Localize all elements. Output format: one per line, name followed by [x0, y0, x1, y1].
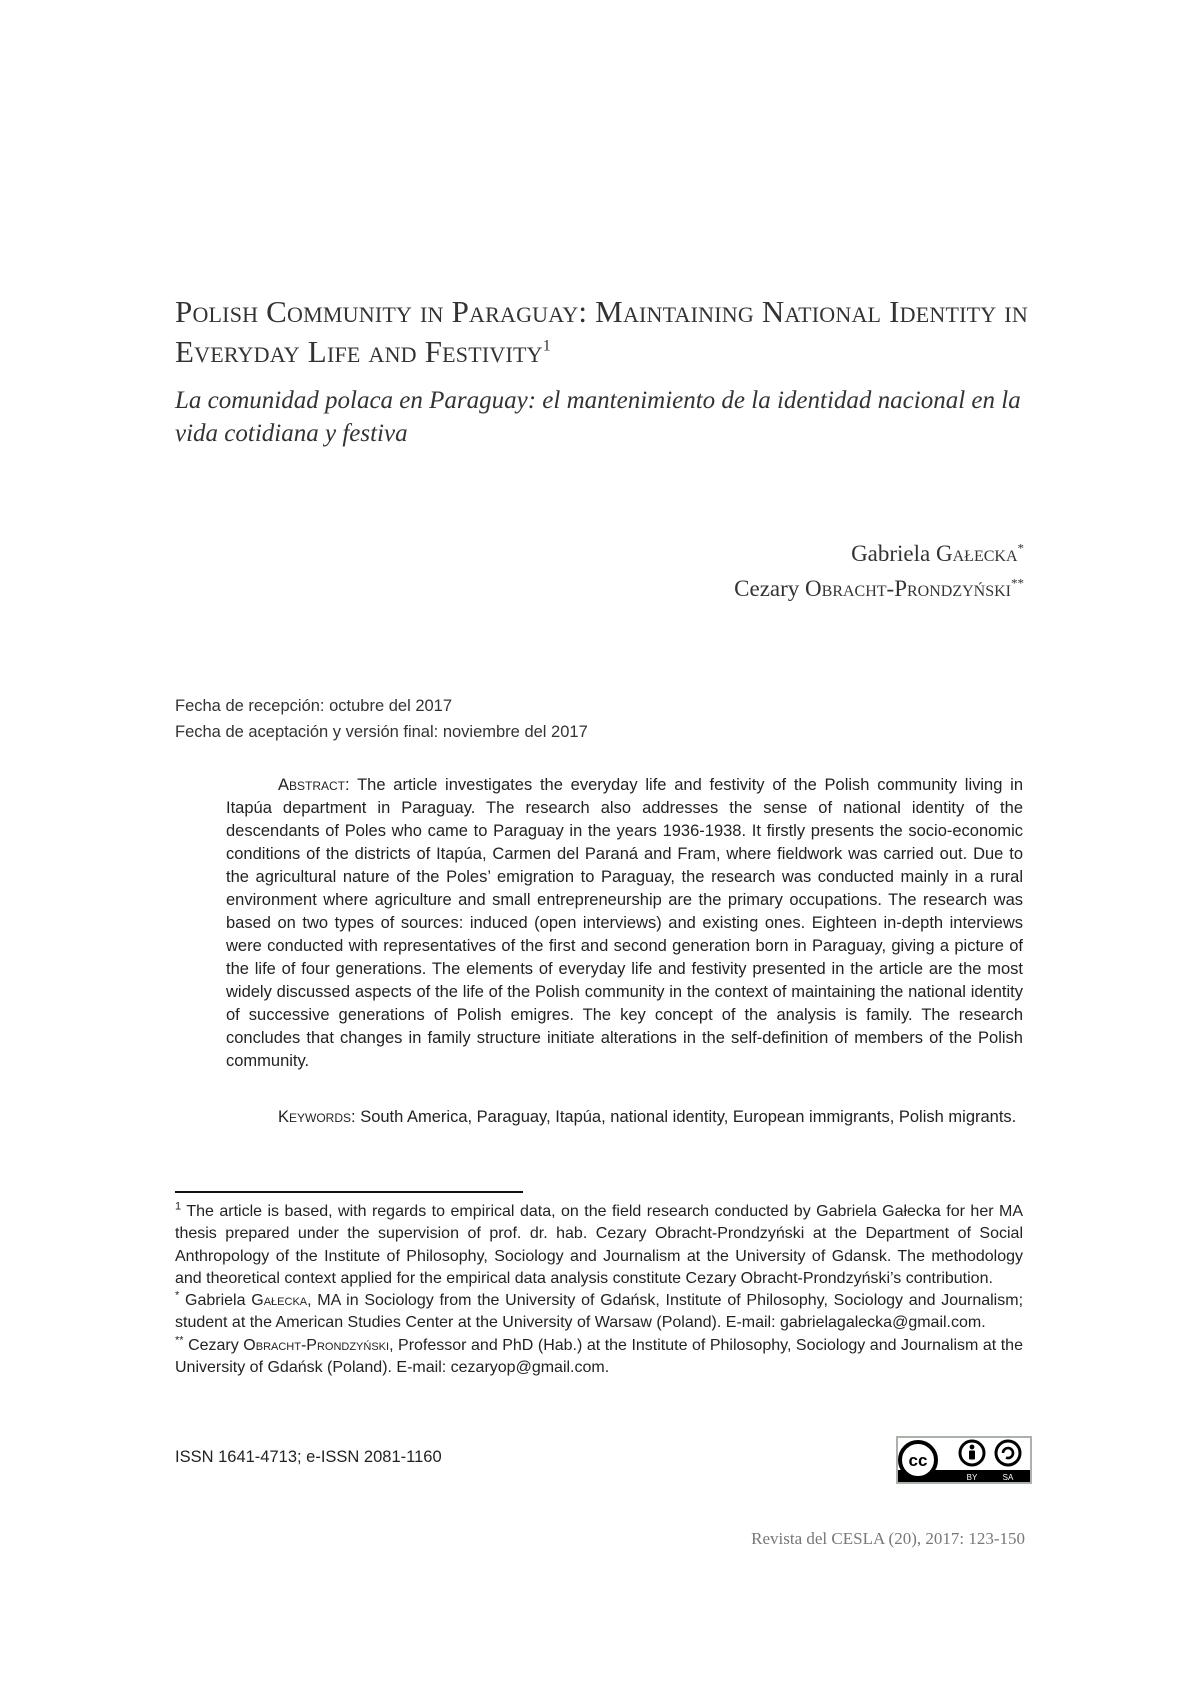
- author-footnote-mark: **: [1011, 575, 1024, 591]
- by-icon-head: [970, 1445, 975, 1450]
- footnote-1: [175, 1201, 1023, 1290]
- title-footnote-mark: 1: [542, 337, 551, 355]
- footnote-text: , Professor and PhD (Hab.) at the Institute of Philosophy, Sociology and Journalism at the University of Gdańsk (Poland). E-mail: cezaryop@gmail.com.: [175, 1336, 1023, 1377]
- footnote-author-first: Gabriela: [185, 1292, 246, 1310]
- footnote-author-last: Obracht-Prondzyński: [243, 1336, 390, 1354]
- issn: ISSN 1641-4713; e-ISSN 2081-1160: [175, 1448, 442, 1466]
- footnote-mark: *: [175, 1289, 180, 1302]
- footnote-mark: **: [175, 1334, 184, 1347]
- author-2: [734, 571, 1024, 606]
- author-first-name: Cezary: [734, 576, 800, 601]
- footnote-text: The article is based, with regards to empirical data, on the field research conducted by Gabriela Gałecka for her MA thesis prepared under the supervision of prof. dr. hab. Cezary Obracht-Prondzyński at the Department of Social Anthropology of the Institute of Philosophy, Sociology and Journalism at the University of Gdansk. The methodology and theoretical context applied for the empirical data analysis constitute Cezary Obracht-Prondzyński’s contribution.: [175, 1203, 1024, 1287]
- footnote-mark: 1: [175, 1200, 182, 1213]
- article-subtitle: La comunidad polaca en Paraguay: el mantenimiento de la identidad nacional en la vida cotidiana y festiva: [175, 387, 1021, 447]
- cc-icon-label: cc: [908, 1451, 928, 1470]
- by-label: BY: [966, 1473, 978, 1482]
- footnote-author-last: Gałecka: [251, 1292, 308, 1310]
- author-1: [734, 536, 1024, 571]
- footnotes: [175, 1201, 1023, 1379]
- author-footnote-mark: *: [1017, 540, 1024, 556]
- author-first-name: Gabriela: [851, 541, 931, 566]
- abstract: [226, 774, 1023, 1073]
- footnote-author-first: Cezary: [188, 1336, 239, 1354]
- submission-dates: [175, 693, 875, 745]
- keywords: [226, 1106, 1023, 1129]
- abstract-text: The article investigates the everyday life and festivity of the Polish community living in Itapúa department in Paraguay. The research also addresses the sense of national identity of the descendants of Poles who came to Paraguay in the years 1936-1938. It firstly presents the socio-economic conditions of the districts of Itapúa, Carmen del Paraná and Fram, where fieldwork was carried out. Due to the agricultural nature of the Poles’ emigration to Paraguay, the research was conducted mainly in a rural environment where agriculture and small entrepreneurship are the primary occupations. The research was based on two types of sources: induced (open interviews) and existing ones. Eighteen in-depth interviews were conducted with representatives of the first and second generation born in Paraguay, giving a picture of the life of four generations. The elements of everyday life and festivity presented in the article are the most widely discussed aspects of the life of the Polish community in the context of maintaining the national identity of successive generations of Polish emigres. The key concept of the analysis is family. The research concludes that changes in family structure initiate alterations in the self-definition of members of the Polish community.: [226, 776, 1024, 1070]
- sa-share-alike-icon: [996, 1441, 1020, 1465]
- author-list: [734, 536, 1024, 606]
- author-last-name: Gałecka: [936, 541, 1018, 566]
- abstract-label: Abstract:: [278, 776, 350, 794]
- article-title: [175, 292, 1035, 372]
- author-last-name: Obracht-Prondzyński: [805, 576, 1011, 601]
- footnote-author-2: [175, 1335, 1023, 1380]
- footnote-text: , MA in Sociology from the University of Gdańsk, Institute of Philosophy, Sociology and Journalism; student at the American Studies Center at the University of Warsaw (Poland). E-mail: gabrielagalecka@gmail.com.: [175, 1292, 1024, 1332]
- accepted-date: Fecha de aceptación y versión final: noviembre del 2017: [175, 723, 588, 741]
- keywords-label: Keywords:: [278, 1108, 356, 1126]
- journal-citation: Revista del CESLA (20), 2017: 123-150: [751, 1529, 1025, 1548]
- received-date: Fecha de recepción: octubre del 2017: [175, 697, 453, 715]
- by-icon-body: [969, 1451, 975, 1460]
- keywords-text: South America, Paraguay, Itapúa, national identity, European immigrants, Polish migrants.: [360, 1108, 1017, 1126]
- sa-label: SA: [1002, 1473, 1014, 1482]
- footnote-divider: [175, 1191, 523, 1193]
- cc-by-sa-license-badge: [896, 1436, 1032, 1484]
- footnote-author-1: [175, 1290, 1023, 1335]
- article-title-text: Polish Community in Paraguay: Maintaining National Identity in Everyday Life and Festivity: [175, 294, 1028, 369]
